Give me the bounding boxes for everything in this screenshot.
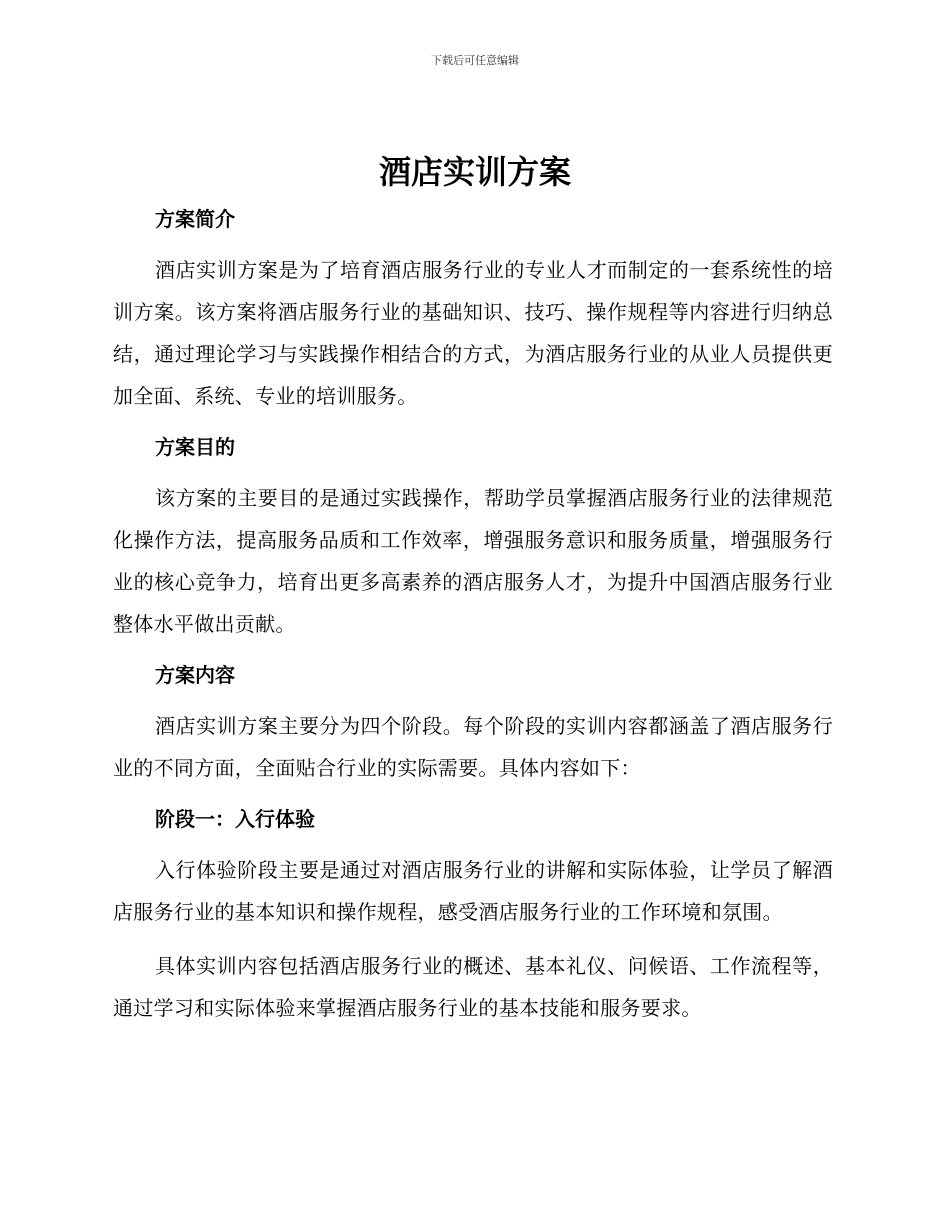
document-body: [113, 201, 833, 1029]
section-purpose: [113, 429, 833, 657]
page-header-note: 下载后可任意编辑: [431, 54, 519, 67]
paragraph: 入行体验阶段主要是通过对酒店服务行业的讲解和实际体验，让学员了解酒店服务行业的基本知识和操作规程，感受酒店服务行业的工作环境和氛围。: [113, 858, 833, 924]
section-heading: 方案简介: [155, 207, 235, 231]
section-heading: 方案内容: [155, 663, 235, 687]
paragraph: 该方案的主要目的是通过实践操作，帮助学员掌握酒店服务行业的法律规范化操作方法，提高服务品质和工作效率，增强服务意识和服务质量，增强服务行业的核心竞争力，培育出更多高素养的酒店服务人才，为提升中国酒店服务行业整体水平做出贡献。: [113, 486, 833, 636]
section-stage-one: [113, 801, 833, 1029]
paragraph: 酒店实训方案主要分为四个阶段。每个阶段的实训内容都涵盖了酒店服务行业的不同方面，全面贴合行业的实际需要。具体内容如下：: [113, 714, 833, 780]
paragraph: 具体实训内容包括酒店服务行业的概述、基本礼仪、问候语、工作流程等，通过学习和实际体验来掌握酒店服务行业的基本技能和服务要求。: [113, 954, 833, 1020]
section-heading: 阶段一：入行体验: [155, 807, 315, 831]
paragraph: 酒店实训方案是为了培育酒店服务行业的专业人才而制定的一套系统性的培训方案。该方案将酒店服务行业的基础知识、技巧、操作规程等内容进行归纳总结，通过理论学习与实践操作相结合的方式，为酒店服务行业的从业人员提供更加全面、系统、专业的培训服务。: [113, 258, 833, 408]
section-heading: 方案目的: [155, 435, 235, 459]
section-content: [113, 657, 833, 801]
document-title: 酒店实训方案: [378, 153, 571, 191]
section-intro: [113, 201, 833, 429]
